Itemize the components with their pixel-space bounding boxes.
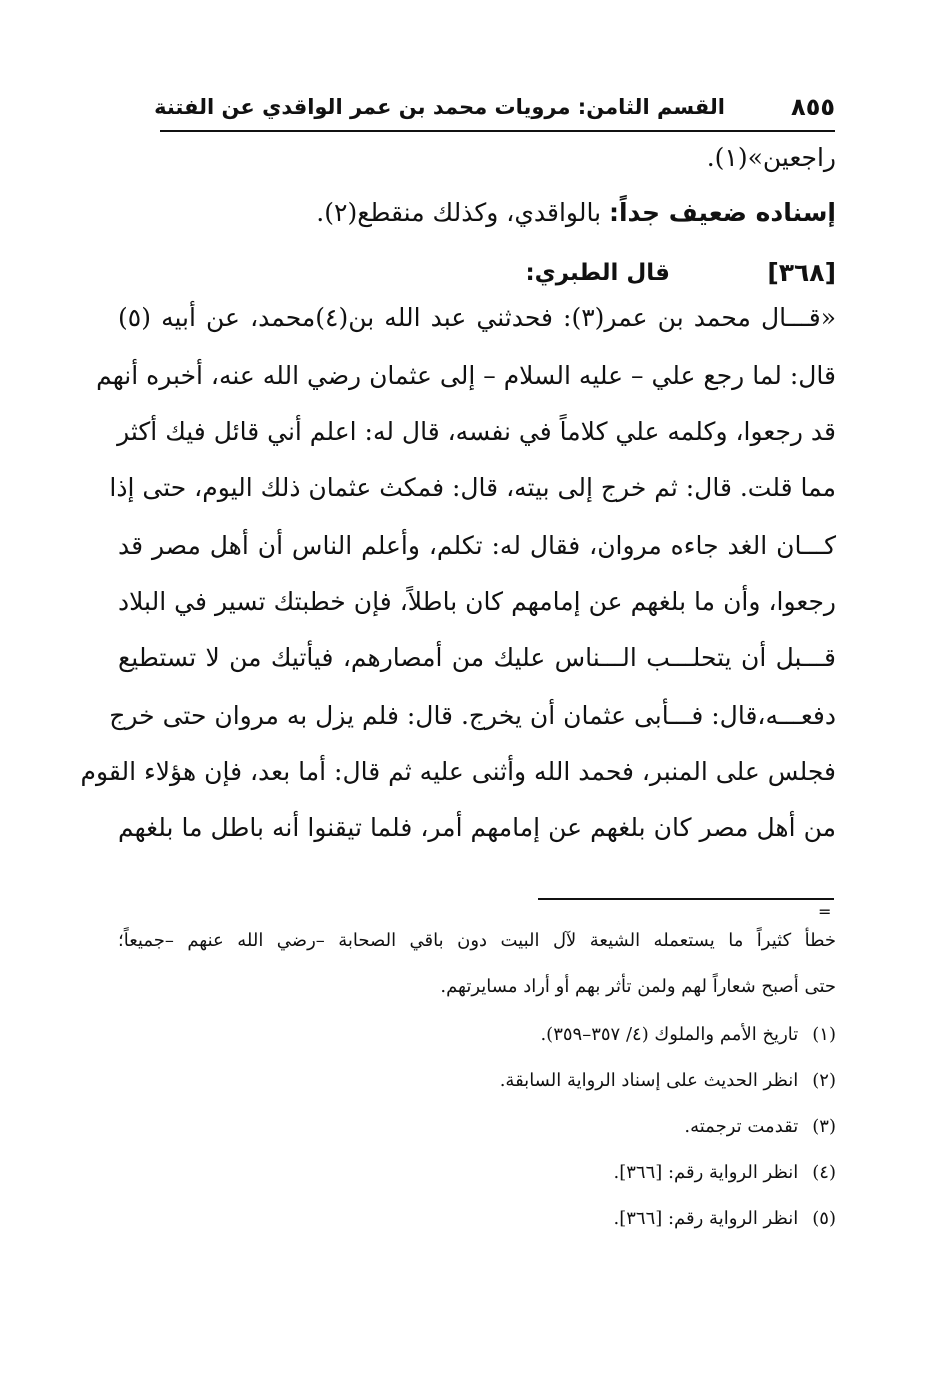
body-line-9: رجعوا، وأن ما بلغهم عن إمامهم كان باطلاً، فإن خطبتك تسير في البلاد xyxy=(118,587,836,616)
footnote-number: (٢) xyxy=(812,1070,836,1091)
running-title: القسم الثامن: مرويات محمد بن عمر الواقدي عن الفتنة xyxy=(154,95,725,119)
narration-number: [٣٦٨] xyxy=(767,258,836,287)
body-line-11: دفعـــه،قال: فـــأبى عثمان أن يخرج. قال: فلم يزل به مروان حتى خرج xyxy=(109,701,836,730)
footnote-number: (١) xyxy=(812,1024,836,1045)
footnote-separator xyxy=(538,898,834,900)
footnote-5 xyxy=(613,1206,836,1232)
footnote-2 xyxy=(500,1068,836,1094)
footnote-text: انظر الرواية رقم: [٣٦٦]. xyxy=(613,1208,799,1229)
footnote-number: (٤) xyxy=(812,1162,836,1183)
body-line-12: فجلس على المنبر، فحمد الله وأثنى عليه ثم قال: أما بعد، فإن هؤلاء القوم xyxy=(80,757,836,786)
footnote-continuation-mark: = xyxy=(818,902,832,921)
narrator-heading: قال الطبري: xyxy=(525,260,670,286)
footnote-text: انظر الحديث على إسناد الرواية السابقة. xyxy=(499,1070,799,1091)
isnad-statement xyxy=(316,195,836,231)
body-line-5: قال: لما رجع علي – عليه السلام – إلى عثمان رضي الله عنه، أخبره أنهم xyxy=(96,361,836,390)
body-line-7: مما قلت. قال: ثم خرج إلى بيته، قال: فمكث عثمان ذلك اليوم، حتى إذا xyxy=(109,473,836,502)
footnote-4 xyxy=(613,1160,836,1186)
isnad-label: إسناده ضعيف جداً: xyxy=(608,198,836,227)
running-header xyxy=(154,93,835,129)
footnote-text: تاريخ الأمم والملوك (٤/ ٣٥٧–٣٥٩). xyxy=(540,1024,799,1045)
footnote-1 xyxy=(540,1022,836,1048)
footnote-text: تقدمت ترجمته. xyxy=(684,1116,799,1137)
body-line-8: كـــان الغد جاءه مروان، فقال له: تكلم، وأعلم الناس أن أهل مصر قد xyxy=(118,531,836,560)
page-number: ٨٥٥ xyxy=(791,93,835,121)
footnote-continuation-line-2: حتى أصبح شعاراً لهم ولمن تأثر بهم أو أراد مسايرتهم. xyxy=(440,976,836,997)
body-line-1: راجعين»(١). xyxy=(706,143,836,172)
isnad-text: بالواقدي، وكذلك منقطع(٢). xyxy=(316,198,609,227)
footnote-number: (٣) xyxy=(812,1116,836,1137)
footnote-3 xyxy=(684,1114,836,1140)
body-line-6: قد رجعوا، وكلمه علي كلاماً في نفسه، قال له: اعلم أني قائل فيك أكثر xyxy=(117,417,836,446)
header-rule xyxy=(160,130,835,132)
body-line-13: من أهل مصر كان بلغهم عن إمامهم أمر، فلما تيقنوا أنه باطل ما بلغهم xyxy=(118,813,836,842)
body-line-4: «قـــال محمد بن عمر(٣): فحدثني عبد الله بن(٤)محمد، عن أبيه (٥) xyxy=(118,303,836,332)
footnote-number: (٥) xyxy=(812,1208,836,1229)
footnote-text: انظر الرواية رقم: [٣٦٦]. xyxy=(613,1162,799,1183)
footnote-continuation-line-1: خطأ كثيراً ما يستعمله الشيعة لآل البيت دون باقي الصحابة –رضي الله عنهم –جميعاً؛ xyxy=(118,930,836,951)
body-line-10: قـــبل أن يتحلـــب الـــناس عليك من أمصارهم، فيأتيك من لا تستطيع xyxy=(118,643,836,672)
